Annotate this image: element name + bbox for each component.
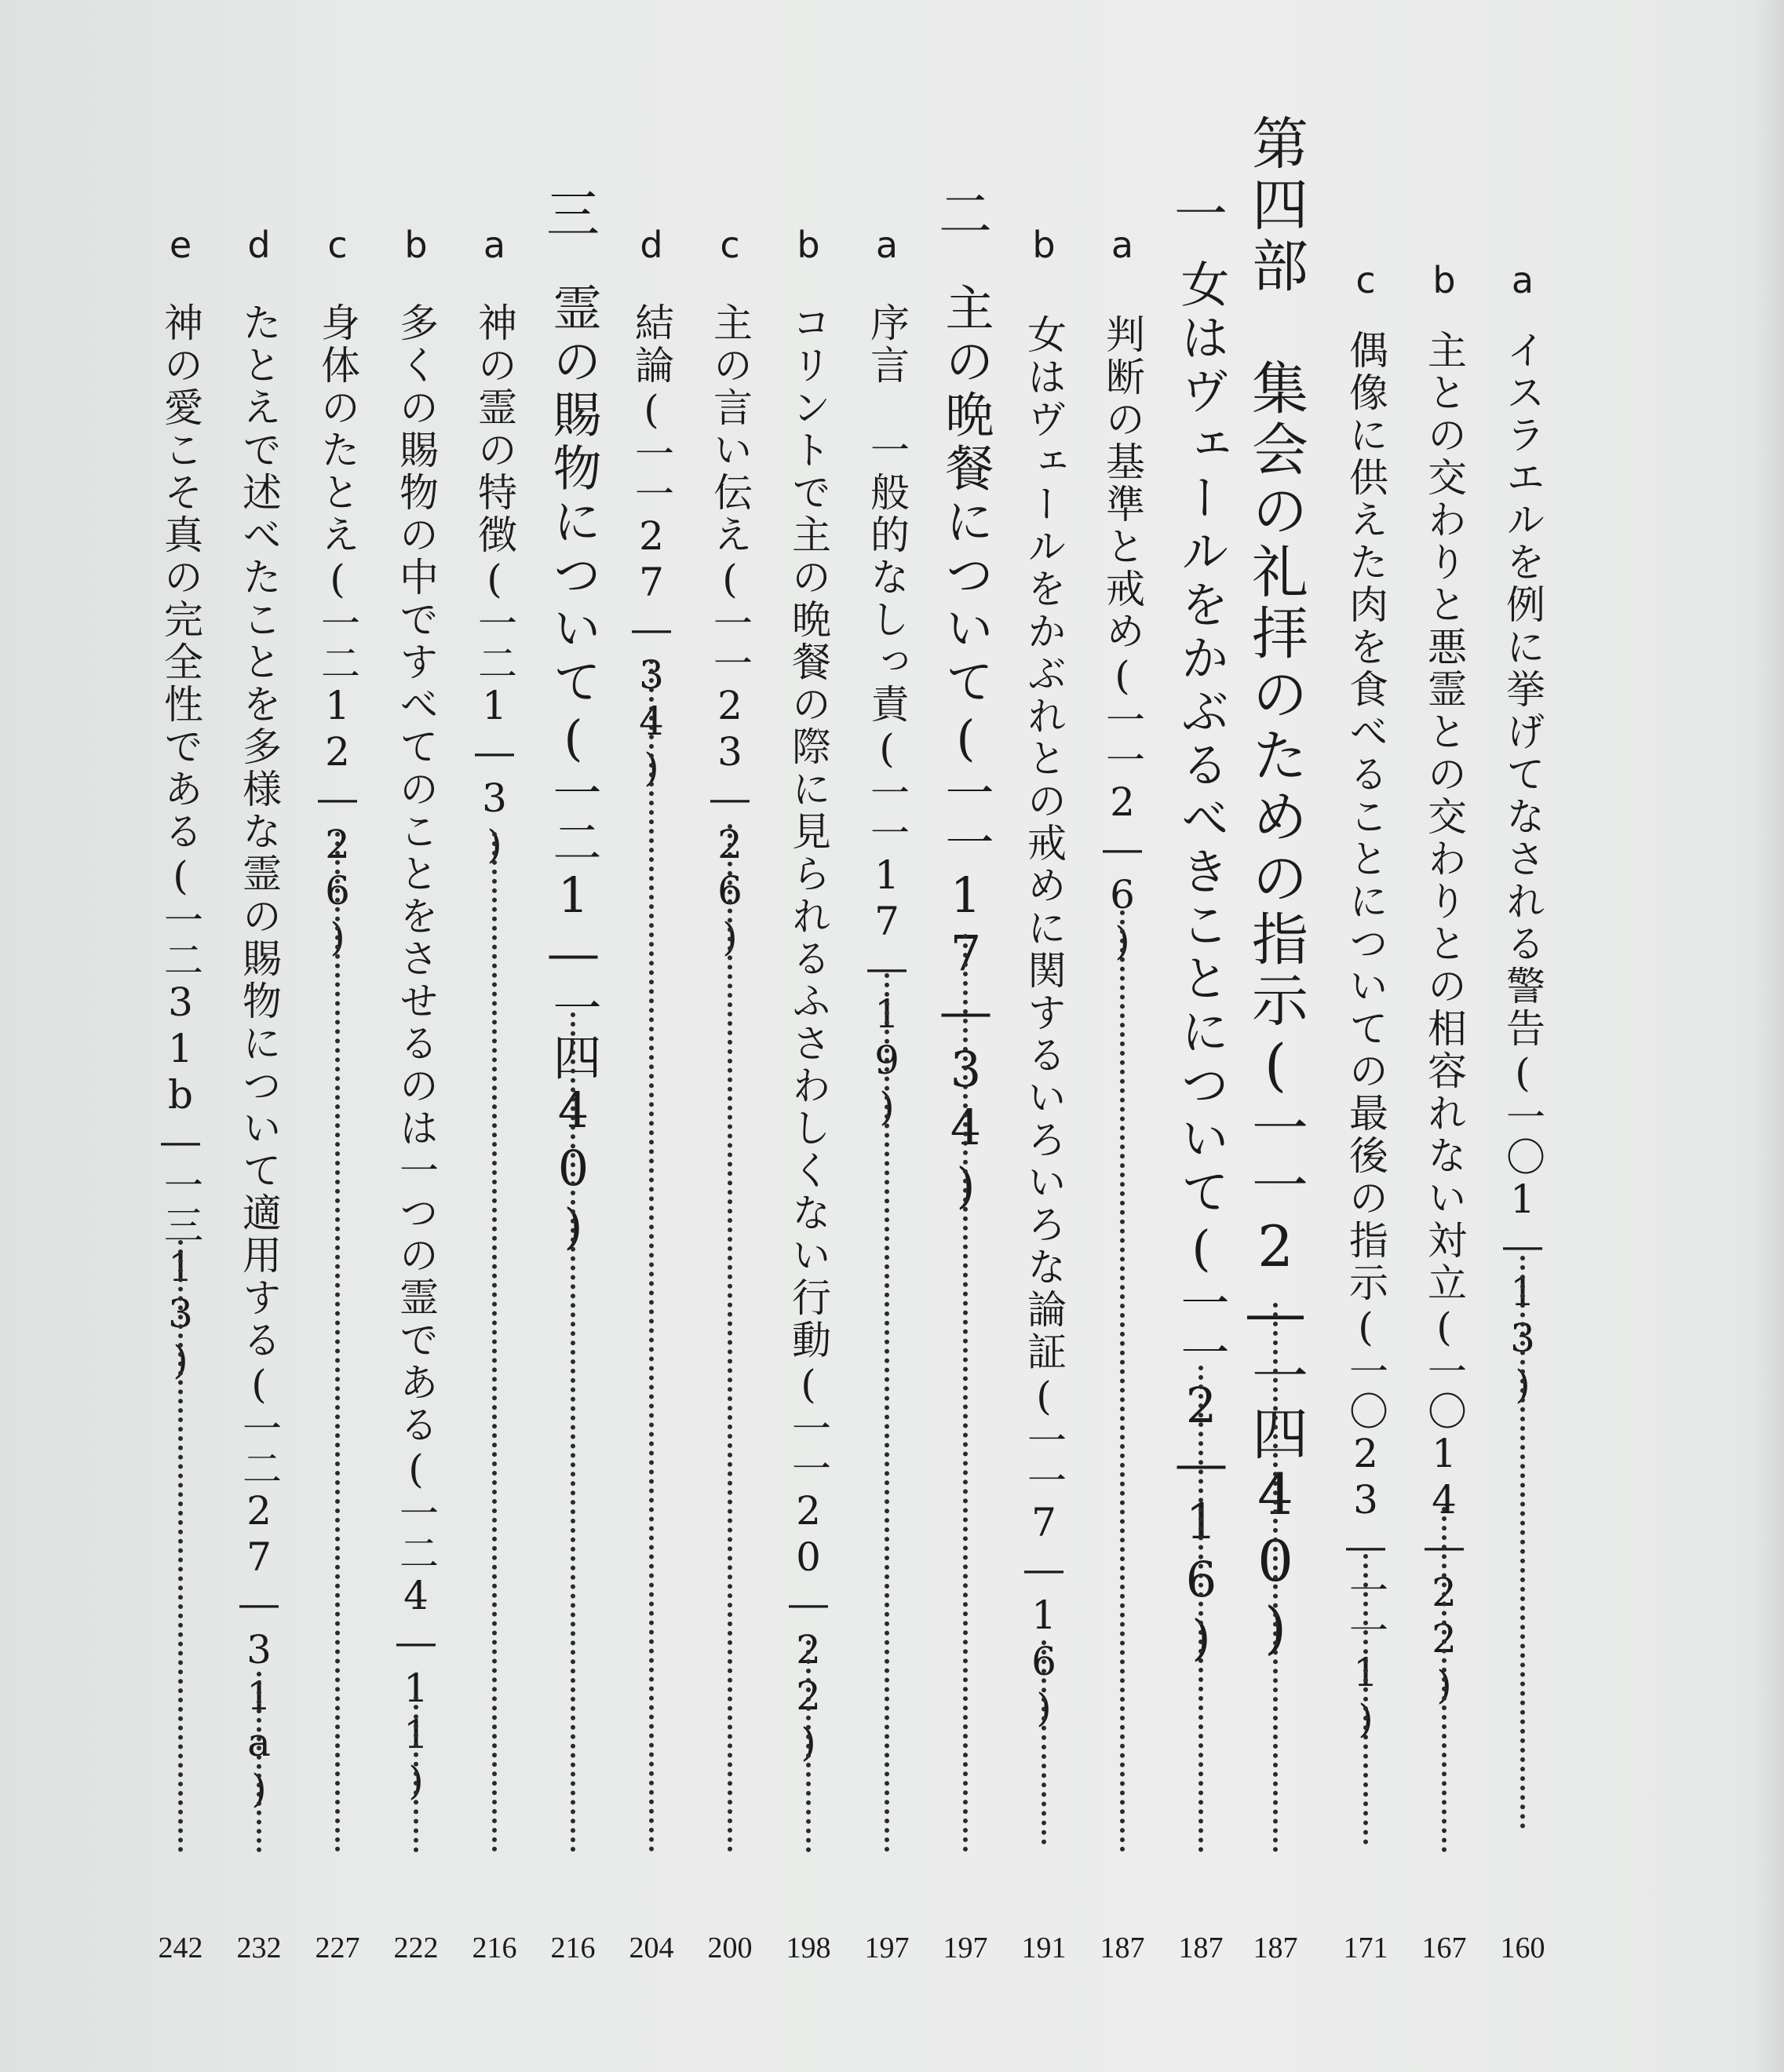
entry-marker: a <box>483 224 506 266</box>
toc-entry-col-1 <box>1491 0 1554 2072</box>
toc-section-col-2 <box>934 0 997 2072</box>
entry-marker: b <box>1432 259 1456 301</box>
page-number: 167 <box>1421 1932 1467 1964</box>
toc-entry-col-4 <box>1091 0 1154 2072</box>
entry-range: (一二4―11) <box>393 1446 439 1804</box>
entry-marker: d <box>640 224 663 266</box>
dot-leader <box>1042 1640 1046 1844</box>
entry-title: 身体のたとえ <box>315 302 360 556</box>
entry-title: 神の愛こそ真の完全性である <box>158 302 203 853</box>
dot-leader <box>1442 1507 1447 1852</box>
page-number: 197 <box>943 1932 988 1964</box>
page-number: 197 <box>864 1932 910 1964</box>
entry-title: 序言 一般的なしっ責 <box>864 302 910 726</box>
dot-leader <box>1198 1366 1203 1852</box>
dot-leader <box>1520 1256 1525 1829</box>
entry-marker: b <box>1032 224 1056 266</box>
page-edge-shadow <box>1753 0 1784 2072</box>
toc-entry-col-2 <box>1413 0 1476 2072</box>
toc-entry-col-8 <box>699 0 761 2072</box>
toc-entry-col-5 <box>1012 0 1075 2072</box>
dot-leader <box>649 659 654 1852</box>
entry-marker: b <box>404 224 428 266</box>
entry-title: イスラエルを例に挙げてなされる警告 <box>1500 330 1545 1050</box>
entry-marker: a <box>1511 259 1534 301</box>
section-number: 一 <box>1173 184 1228 246</box>
entry-text <box>393 302 439 1804</box>
toc-entry-col-11 <box>385 0 447 2072</box>
toc-entry-col-12 <box>306 0 369 2072</box>
page-number: 222 <box>393 1932 439 1964</box>
entry-text <box>786 302 831 1766</box>
entry-range: (一〇1―13) <box>1500 1050 1545 1408</box>
entry-title: コリントで主の晩餐の際に見られるふさわしくない行動 <box>786 302 831 1362</box>
entry-title: 主の言い伝え <box>707 302 753 556</box>
page-number: 200 <box>707 1932 753 1964</box>
part-title: 第四部 集会の礼拝のための指示 <box>1242 114 1308 1032</box>
entry-text <box>158 302 203 1384</box>
toc-entry-col-6 <box>856 0 918 2072</box>
entry-title: たとえで述べたことを多様な霊の賜物について適用する <box>236 302 282 1362</box>
entry-range: (一二1―3) <box>472 556 517 868</box>
page-number: 198 <box>786 1932 831 1964</box>
entry-range: (一一7―16) <box>1021 1373 1067 1731</box>
entry-marker: d <box>247 224 271 266</box>
entry-marker: a <box>1111 224 1134 266</box>
toc-entry-col-10 <box>463 0 526 2072</box>
entry-marker: c <box>327 224 348 266</box>
page-number: 187 <box>1253 1932 1298 1964</box>
entry-marker: c <box>1355 259 1376 301</box>
dot-leader <box>257 1672 261 1852</box>
entry-title: 女はヴェールをかぶるべきことについて <box>1173 259 1230 1220</box>
entry-title: 主の晩餐について <box>937 283 994 710</box>
entry-range: (一一2―16) <box>1173 1220 1230 1667</box>
entry-title: 判断の基準と戒め <box>1100 314 1145 653</box>
page-number: 242 <box>158 1932 203 1964</box>
page-number: 227 <box>315 1932 360 1964</box>
dot-leader <box>728 824 732 1852</box>
entry-range: (一〇14―22) <box>1421 1304 1467 1709</box>
entry-marker: b <box>797 224 820 266</box>
entry-marker: e <box>169 224 192 266</box>
toc-entry-col-14 <box>149 0 212 2072</box>
entry-text <box>1421 330 1467 1709</box>
dot-leader <box>492 832 497 1852</box>
dot-leader <box>1120 910 1125 1852</box>
page-number: 204 <box>629 1932 674 1964</box>
entry-range: (一一20―22) <box>786 1362 831 1766</box>
dot-leader <box>571 1012 575 1852</box>
page-number: 216 <box>472 1932 517 1964</box>
dot-leader <box>1363 1554 1368 1844</box>
page-number: 187 <box>1178 1932 1224 1964</box>
dot-leader <box>885 973 889 1852</box>
dot-leader <box>178 1240 183 1852</box>
entry-range: (一二27―31a) <box>236 1362 282 1812</box>
entry-range: (一〇23―一一1) <box>1343 1304 1388 1742</box>
toc-entry-col-9 <box>620 0 683 2072</box>
toc-section-col-1 <box>1169 0 1232 2072</box>
entry-range: (一一17―34) <box>937 710 994 1215</box>
entry-range: (一二12―26) <box>315 556 360 961</box>
entry-text <box>472 302 517 868</box>
entry-text <box>1021 314 1067 1731</box>
entry-range: (一二31b―一三13) <box>158 853 203 1384</box>
page-number: 187 <box>1100 1932 1145 1964</box>
page-number: 171 <box>1343 1932 1388 1964</box>
toc-section-col-3 <box>542 0 604 2072</box>
entry-text <box>1343 330 1388 1742</box>
entry-title: 霊の賜物について <box>545 283 602 710</box>
entry-range: (一二1―一四40) <box>545 710 602 1256</box>
page-number: 232 <box>236 1932 282 1964</box>
entry-title: 神の霊の特徴 <box>472 302 517 556</box>
entry-marker: c <box>720 224 740 266</box>
entry-title: 主との交わりと悪霊との交わりとの相容れない対立 <box>1421 330 1467 1304</box>
page-number: 216 <box>550 1932 596 1964</box>
section-number: 三 <box>545 184 600 246</box>
entry-text <box>1100 314 1145 965</box>
toc-entry-col-3 <box>1334 0 1397 2072</box>
entry-range: (一一27―34) <box>629 387 674 791</box>
dot-leader <box>414 1695 418 1852</box>
section-number: 二 <box>938 184 992 246</box>
entry-range: (一一2―6) <box>1100 653 1145 965</box>
dot-leader <box>806 1640 811 1852</box>
page-number: 191 <box>1021 1932 1067 1964</box>
dot-leader <box>963 934 968 1852</box>
entry-text <box>1500 330 1545 1408</box>
toc-entry-col-7 <box>777 0 840 2072</box>
entry-text <box>236 302 282 1812</box>
entry-title: 女はヴェールをかぶれとの戒めに関するいろいろな論証 <box>1021 314 1067 1373</box>
entry-title: 偶像に供えた肉を食べることについての最後の指示 <box>1343 330 1388 1304</box>
dot-leader <box>1273 1303 1278 1852</box>
entry-marker: a <box>875 224 899 266</box>
dot-leader <box>335 832 340 1852</box>
page-number: 160 <box>1500 1932 1545 1964</box>
entry-title: 結論 <box>629 302 674 387</box>
entry-range: (一一2―一四40) <box>1242 1032 1308 1662</box>
toc-entry-col-13 <box>228 0 290 2072</box>
entry-range: (一一17―19) <box>864 726 910 1130</box>
toc-part-heading <box>1244 0 1307 2072</box>
entry-range: (一一23―26) <box>707 556 753 961</box>
entry-title: 多くの賜物の中ですべてのことをさせるのは一つの霊である <box>393 302 439 1446</box>
